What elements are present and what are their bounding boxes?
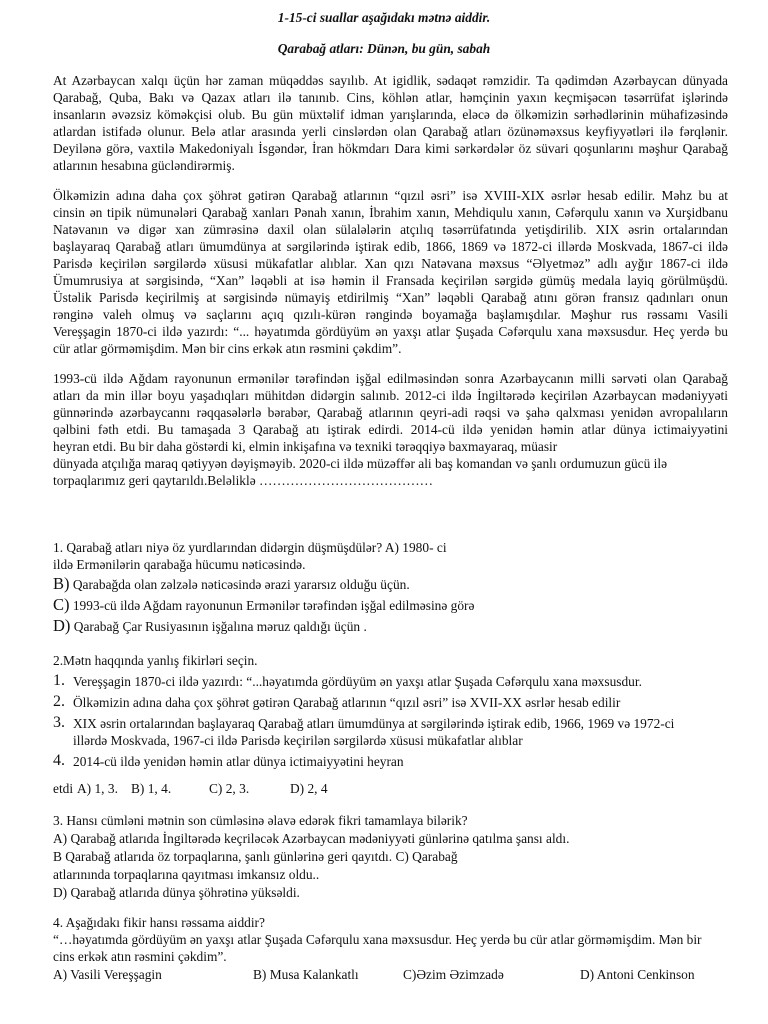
question-2-statements xyxy=(53,673,743,770)
text-line: Ümumrusiya at sərgisində, “Xan” ləqəbli at isə həmin il Fransada keçirilən sərgidə gümüş medala layiq görülmüşdü. xyxy=(53,273,728,288)
answer-option-b[interactable]: B) Musa Kalankatlı xyxy=(253,967,359,982)
statement-number: 1. xyxy=(53,672,65,689)
answer-option-a[interactable]: A) Vasili Vereşşagin xyxy=(53,967,162,982)
text-line: Qarabağ, Quba, Bakı və Qazax atları ilə tanınıb. Cins, köhlən atlar, həmçinin yaxın keçmişəcən təsərrüfat işlərində xyxy=(53,90,728,105)
question-1-stem: 1. Qarabağ atları niyə öz yurdlarından didərgin düşmüşdülər? A) 1980- ci xyxy=(53,540,447,555)
statement-text: XIX əsrin ortalarından başlayaraq Qarabağ atları ümumdünya at sərgilərində iştirak edib, 1966, 1969 və 1972-ci xyxy=(73,716,675,731)
paragraph-1 xyxy=(53,72,728,174)
text-line: cür atlar görməmişdim. Mən bir cins erkək atın rəsmini çəkdim”. xyxy=(53,341,402,356)
question-4-answers xyxy=(53,966,743,983)
question-1-option-d[interactable] xyxy=(53,617,743,635)
text-line: Parisdə keçirilən sərgilərdə xüsusi mükafatlar alıblar. Xan qızı Natəvana məxsus “Əlyetməz” adlı ayğır 1867-ci ildə xyxy=(53,256,728,271)
statement-number: 4. xyxy=(53,752,65,769)
answer-option-d[interactable]: D) Antoni Cenkinson xyxy=(580,967,695,982)
question-4-stem: 4. Aşağıdakı fikir hansı rəssama aiddir? xyxy=(53,915,265,930)
text-title: Qarabağ atları: Dünən, bu gün, sabah xyxy=(277,41,491,56)
text-line: rənginə valeh olmuş və saçlarını açıq qızılı-kürən rəngində boyamağa başlamışdılar. Məşhur rus rəssamı Vasili xyxy=(53,307,728,322)
statement-text: Ölkəmizin adına daha çox şöhrət gətirən Qarabağ atlarının “qızıl əsri” isə XVII-XX əsrlər hesab edilir xyxy=(73,695,621,710)
text-line: Üstəlik Parisdə keçirilmiş at sərgisində nümayiş etdirilmiş “Xan” ləqəbli Qarabağ atını görən fransız qadınları onun xyxy=(53,290,728,305)
text-line: 1993-cü ildə Ağdam rayonunun ermənilər tərəfindən işğal edilməsindən sonra Azərbaycanın milli sərvəti olan Qarabağ xyxy=(53,371,728,386)
option-letter: D) xyxy=(53,616,71,635)
text-line: insanların əvəzsiz köməkçisi olub. Bu gün müxtəlif idman yarışlarında, eləcə də ölkəmizin sərhədlərinin mühafizəsində xyxy=(53,107,728,122)
question-3-option-a[interactable]: A) Qarabağ atlarıda İngiltərədə keçriləcək Azərbaycan mədəniyyəti günlərinə qatılma şansı aldı. xyxy=(53,831,570,846)
question-3 xyxy=(53,812,743,901)
text-line: torpaqlarımız geri qaytarıldı.Beləliklə ………………………………… xyxy=(53,473,434,488)
text-line: dünyada atçılığa maraq qətiyyən dəyişməyib. 2020-ci ildə müzəffər ali baş komandan və şanlı ordumuzun gücü ilə xyxy=(53,456,668,471)
question-1-option-b[interactable] xyxy=(53,575,743,593)
answer-option-c[interactable]: C) 2, 3. xyxy=(209,781,250,796)
answer-option-d[interactable]: D) 2, 4 xyxy=(290,781,328,796)
text-line: Natəvanın və digər xan zümrəsinə daxil olan sülalələrin atçılıq təsərrüfatında yetişdirilib. XIX əsrin ortalarından xyxy=(53,222,728,237)
question-1-stem-cont: ildə Ermənilərin qarabağa hücumu nəticəsində. xyxy=(53,557,306,572)
text-line: atlardan istifadə olunur. Belə atlar arasında yerli cinslərdən olan Qarabağ atları özünəməxsus keyfiyyətləri ilə fərqlənir. xyxy=(53,124,728,139)
question-1-option-c[interactable] xyxy=(53,596,743,614)
option-letter: B) xyxy=(53,574,70,593)
answer-option-c[interactable]: C)Əzim Əzimzadə xyxy=(403,967,504,982)
question-4-quote-cont: cins erkək atın rəsmini çəkdim”. xyxy=(53,949,227,964)
statement-item xyxy=(53,673,743,690)
answer-prefix: etdi xyxy=(53,781,74,796)
text-line: atlarının hesabına gücləndirərmiş. xyxy=(53,158,235,173)
option-text: 1993-cü ildə Ağdam rayonunun Ermənilər tərəfindən işğal edilməsinə görə xyxy=(72,598,475,613)
statement-item xyxy=(53,753,743,770)
text-line: heyran etdi. Bu bir daha göstərdi ki, elmin inkişafına və texniki tərəqqiyə baxmayaraq, müasir xyxy=(53,439,558,454)
text-line: Ölkəmizin adına daha çox şöhrət gətirən Qarabağ atlarının “qızıl əsri” isə XVIII-XIX əsrlər hesab edilir. Məhz bu at xyxy=(53,188,728,203)
option-text: Qarabağ Çar Rusiyasının işğalına məruz qaldığı üçün . xyxy=(73,619,367,634)
text-line: qəlbini fəth etdi. Bu tamaşada 3 Qarabağ atı iştirak edirdi. 2014-cü ildə yenidən həmin atlar dünya ictimaiyyətini xyxy=(53,422,728,437)
statement-text: 2014-cü ildə yenidən həmin atlar dünya ictimaiyyətini heyran xyxy=(73,754,404,769)
question-3-stem: 3. Hansı cümləni mətnin son cümləsinə əlavə edərək fikri tamamlaya bilərik? xyxy=(53,813,468,828)
paragraph-3 xyxy=(53,370,728,489)
text-line: Vereşşagin 1870-ci ildə yazırdı: “... həyatımda gördüyüm ən yaxşı atlar Şuşada Cəfərqulu xana məxsusdur. Heç yerdə bu xyxy=(53,324,728,339)
question-3-option-d[interactable]: D) Qarabağ atlarıda dünya şöhrətinə yüksəldi. xyxy=(53,885,300,900)
statement-number: 3. xyxy=(53,714,65,731)
statement-text-cont: illərdə Moskvada, 1967-ci ildə Parisdə keçirilən sərgilərdə xüsusi mükafatlar alıblar xyxy=(73,733,523,748)
question-1 xyxy=(53,539,743,635)
instruction-heading: 1-15-ci suallar aşağıdakı mətnə aiddir. xyxy=(277,10,491,25)
statement-item xyxy=(53,694,743,711)
question-2-stem: 2.Mətn haqqında yanlış fikirləri seçin. xyxy=(53,653,258,668)
question-4-quote: “…həyatımda gördüyüm ən yaxşı atlar Şuşada Cəfərqulu xana məxsusdur. Heç yerdə bu cür atlar görməmişdim. Mən bir xyxy=(53,932,702,947)
text-line: başlayaraq Qarabağ atları ümumdünya at sərgilərində iştirak edib, 1866, 1869 və 1872-ci illərdə Moskvada, 1867-ci ildə xyxy=(53,239,728,254)
statement-number: 2. xyxy=(53,693,65,710)
answer-option-b[interactable]: B) 1, 4. xyxy=(131,781,172,796)
option-text: Qarabağda olan zəlzələ nəticəsində ərazi yararsız olduğu üçün. xyxy=(72,577,410,592)
question-2-answers xyxy=(53,780,743,797)
question-3-option-b-c[interactable]: B Qarabağ atlarıda öz torpaqlarına, şanlı günlərinə geri qayıtdı. C) Qarabağ xyxy=(53,849,458,864)
question-4 xyxy=(53,914,743,965)
text-line: günnərində azərbaycannı rəqqasələrlə bərabər, Qarabağ atlarının qeyri-adi rəqsi və şahə qalxması yenidən avropalıların xyxy=(53,405,728,420)
option-letter: C) xyxy=(53,595,70,614)
answer-option-a[interactable]: A) 1, 3. xyxy=(77,781,118,796)
paragraph-2 xyxy=(53,187,728,357)
question-3-option-c-cont[interactable]: atlarınında torpaqlarına qayıtması imkansız oldu.. xyxy=(53,867,320,882)
statement-text: Vereşşagin 1870-ci ildə yazırdı: “...həyatımda gördüyüm ən yaxşı atlar Şuşada Cəfərqulu xana məxsusdur. xyxy=(73,674,642,689)
text-line: cinsin ən tipik nümunələri Qarabağ xanları Pənah xanın, İbrahim xanın, Mehdiqulu xanın, Cəfərqulu xanın və Xurşidbanu xyxy=(53,205,728,220)
text-line: Deyilənə görə, vaxtilə Makedoniyalı İsgəndər, İran hökmdarı Dara kimi sərkərdələr öz süvari qoşunlarını məşhur Qarabağ xyxy=(53,141,728,156)
statement-item xyxy=(53,715,743,749)
text-line: At Azərbaycan xalqı üçün hər zaman müqəddəs sayılıb. At igidlik, sədaqət rəmzidir. Ta qədimdən Azərbaycan dünyada xyxy=(53,73,728,88)
text-line: atları da min illər boyu yaşadıqları mühitdən didərgin salınıb. 2012-ci ildə İngiltərədə keçirilən Azərbaycan mədəniyyəti xyxy=(53,388,728,403)
